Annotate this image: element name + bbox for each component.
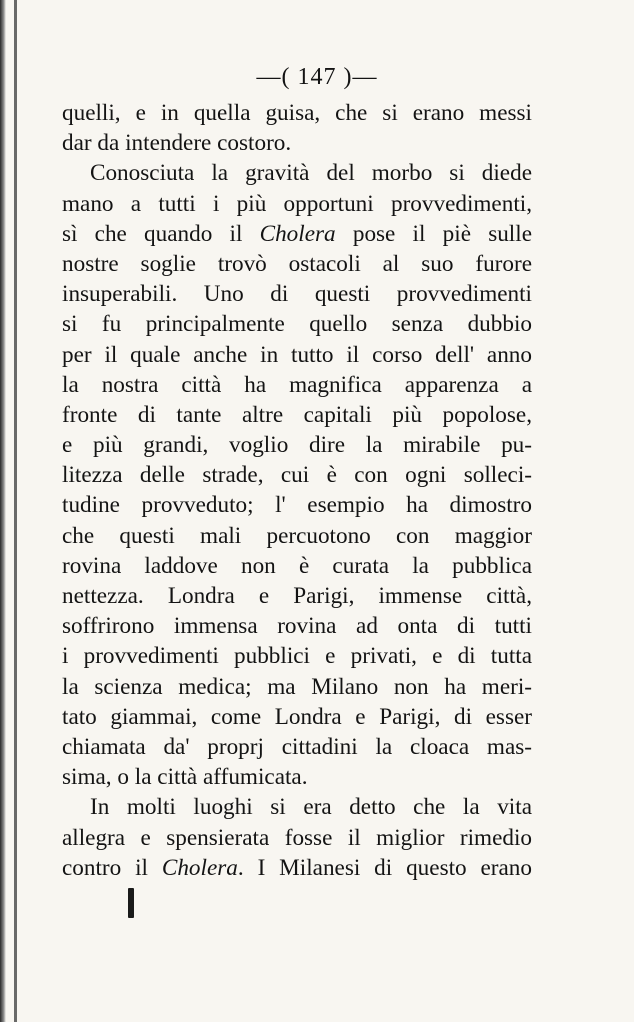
page-margin-line: [14, 0, 17, 1022]
text-line: dar da intendere costoro.: [62, 130, 292, 157]
text-line: Conosciuta la gravità del morbo si diede: [90, 160, 532, 187]
text-line: la nostra città ha magnifica apparenza a: [62, 371, 532, 398]
text-line: fronte di tante altre capitali più popolose,: [62, 401, 532, 428]
page-number: —( 147 )—: [256, 64, 378, 90]
text-segment: pose il piè sulle: [335, 220, 532, 247]
text-line: che questi mali percuotono con maggior: [62, 522, 532, 549]
body-text: [62, 98, 532, 883]
text-line: litezza delle strade, cui è con ogni solleci-: [62, 462, 532, 489]
text-line: mano a tutti i più opportuni provvedimenti,: [62, 190, 532, 217]
text-line: quelli, e in quella guisa, che si erano messi: [62, 100, 532, 126]
text-line: tato giammai, come Londra e Parigi, di esser: [62, 703, 532, 730]
text-segment: sì che quando il: [62, 220, 260, 247]
text-line: sima, o la città affumicata.: [62, 764, 308, 791]
italic-term: Cholera: [259, 220, 336, 247]
text-line: soffrirono immensa rovina ad onta di tutti: [62, 613, 532, 640]
text-line: chiamata da' proprj cittadini la cloaca mas-: [62, 733, 532, 760]
text-line: insuperabili. Uno di questi provvedimenti: [62, 281, 532, 308]
text-line: tudine provveduto; l' esempio ha dimostro: [62, 492, 532, 519]
text-segment: contro il: [62, 854, 162, 881]
text-line: e più grandi, voglio dire la mirabile pu-: [62, 432, 532, 459]
text-line: [62, 853, 532, 883]
text-line: rovina laddove non è curata la pubblica: [62, 552, 532, 579]
text-line: nettezza. Londra e Parigi, immense città,: [62, 583, 532, 609]
text-line: [62, 219, 532, 249]
text-line: la scienza medica; ma Milano non ha meri-: [62, 673, 532, 700]
text-line: i provvedimenti pubblici e privati, e di tutta: [62, 643, 532, 670]
text-line: nostre soglie trovò ostacoli al suo furore: [62, 250, 532, 277]
page-binding-edge: [0, 0, 6, 1022]
text-line: allegra e spensierata fosse il miglior rimedio: [62, 824, 532, 851]
text-segment: . I Milanesi di questo erano: [237, 854, 532, 881]
text-line: In molti luoghi si era detto che la vita: [90, 794, 532, 821]
italic-term: Cholera: [161, 854, 238, 881]
text-line: per il quale anche in tutto il corso dell' anno: [62, 341, 532, 368]
ink-mark: [128, 888, 134, 918]
text-line: si fu principalmente quello senza dubbio: [62, 311, 532, 338]
